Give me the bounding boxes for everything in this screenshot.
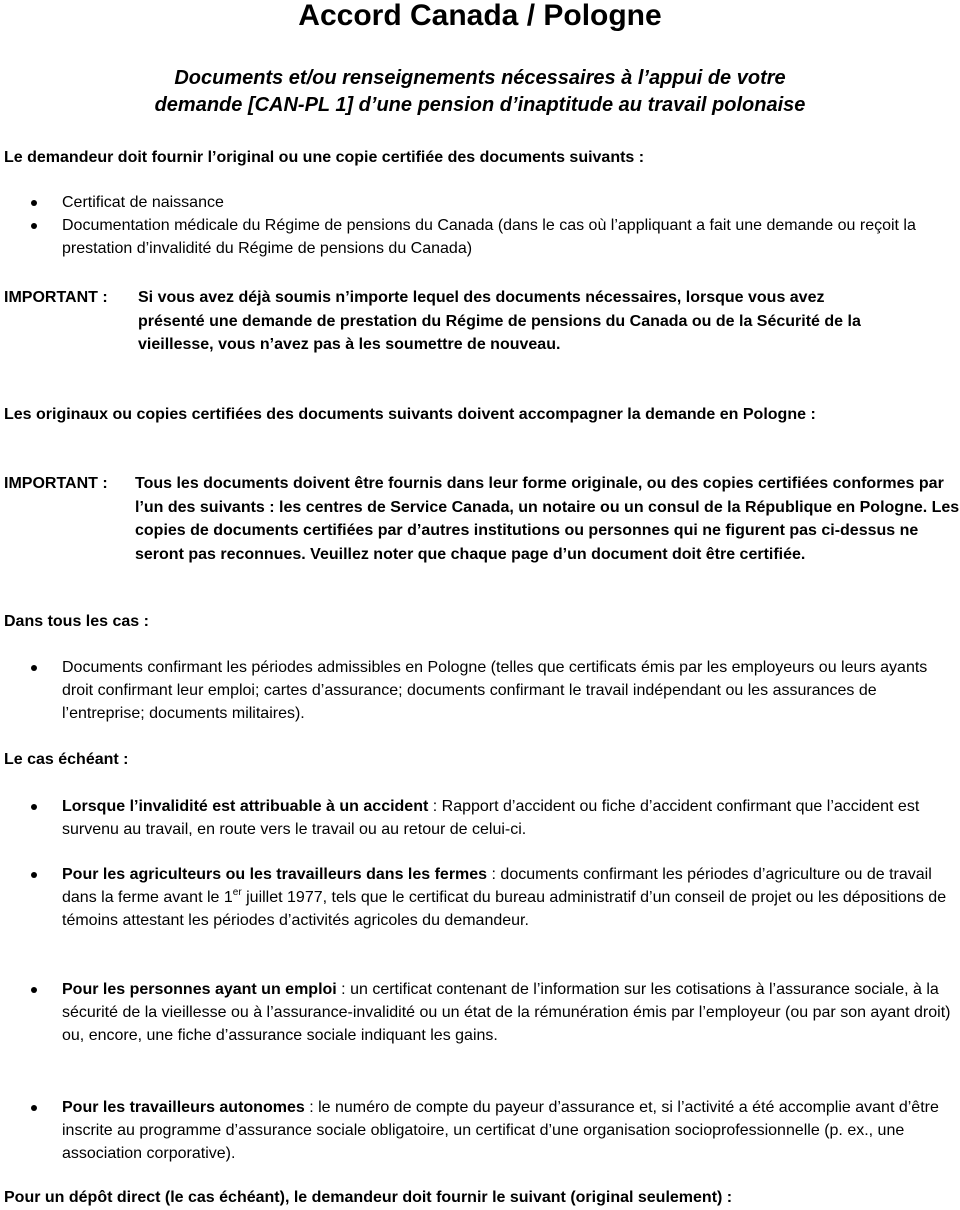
important-note-2 — [4, 472, 960, 566]
list-item-employed: Pour les personnes ayant un emploi : un certificat contenant de l’information sur les cotisations à l’assurance sociale, à la sécurité de la vieillesse ou à l’assurance-invalidité ou un état de la rémunération émis par l’employeur (ou par son ayant droit) ou, encore, une fiche d’assurance sociale indiquant les gains. — [0, 978, 955, 1047]
list-item-farmers: Pour les agriculteurs ou les travailleurs dans les fermes : documents confirmant les périodes d’agriculture ou de travail dans la ferme avant le 1er juillet 1977, tels que le certificat du bureau administratif d’un conseil de projet ou les dépositions de témoins attestant les périodes d’activités agricoles du demandeur. — [0, 863, 955, 932]
bullet-icon — [31, 804, 37, 810]
all-cases-heading: Dans tous les cas : — [4, 613, 149, 630]
important-text: Si vous avez déjà soumis n’importe lequel des documents nécessaires, lorsque vous avez présenté une demande de prestation du Régime de pensions du Canada ou de la Sécurité de la vieillesse, vous n’avez pas à les soumettre de nouveau. — [138, 289, 861, 353]
list-item-self-employed: Pour les travailleurs autonomes : le numéro de compte du payeur d’assurance et, si l’activité a été accomplie avant d’être inscrite au programme d’assurance sociale obligatoire, un certificat d’une organisation socioprofessionnelle (p. ex., une association corporative). — [0, 1096, 955, 1165]
applicable-list-self-employed — [0, 1096, 955, 1165]
subtitle-line-1: Documents et/ou renseignements nécessaires à l’appui de votre — [174, 67, 786, 89]
document-title: Accord Canada / Pologne — [298, 0, 662, 32]
originals-intro: Les originaux ou copies certifiées des documents suivants doivent accompagner la demande en Pologne : — [4, 406, 816, 423]
important-label: IMPORTANT : — [4, 289, 108, 306]
applicable-list-farmers — [0, 863, 955, 932]
document-subtitle — [0, 65, 960, 119]
bullet-icon — [31, 1105, 37, 1111]
all-cases-list — [0, 656, 960, 725]
intro-paragraph: Le demandeur doit fournir l’original ou une copie certifiée des documents suivants : — [4, 149, 645, 166]
list-item: Certificat de naissance — [0, 191, 955, 214]
list-item: Documents confirmant les périodes admissibles en Pologne (telles que certificats émis par les employeurs ou leurs ayants droit confirmant leur emploi; cartes d’assurance; documents confirmant le travail indépendant ou les assurances de l’entreprise; documents militaires). — [0, 656, 960, 725]
bullet-icon — [31, 987, 37, 993]
bullet-icon — [31, 872, 37, 878]
bullet-icon — [31, 665, 37, 671]
applicable-list-employed — [0, 978, 955, 1047]
list-item: Documentation médicale du Régime de pensions du Canada (dans le cas où l’appliquant a fait une demande ou reçoit la prestation d’invalidité du Régime de pensions du Canada) — [0, 214, 955, 260]
important-text: Tous les documents doivent être fournis dans leur forme originale, ou des copies certifiées conformes par l’un des suivants : les centres de Service Canada, un notaire ou un consul de la République en Pologne. Les copies de documents certifiées par d’autres institutions ou personnes qui ne figurent pas ci-dessus ne seront pas reconnues. Veuillez noter que chaque page d’un document doit être certifiée. — [135, 475, 960, 563]
important-label: IMPORTANT : — [4, 475, 108, 492]
list-item-accident: Lorsque l’invalidité est attribuable à un accident : Rapport d’accident ou fiche d’accident confirmant que l’accident est survenu au travail, en route vers le travail ou au retour de celui-ci. — [0, 795, 955, 841]
applicable-heading: Le cas échéant : — [4, 751, 129, 768]
direct-deposit-heading: Pour un dépôt direct (le cas échéant), le demandeur doit fournir le suivant (original seulement) : — [4, 1189, 733, 1206]
bullet-icon — [31, 200, 37, 206]
bullet-icon — [31, 223, 37, 229]
subtitle-line-2: demande [CAN-PL 1] d’une pension d’inaptitude au travail polonaise — [154, 94, 806, 116]
applicable-list — [0, 795, 955, 841]
important-note-1 — [4, 286, 944, 357]
required-documents-list — [0, 191, 955, 260]
